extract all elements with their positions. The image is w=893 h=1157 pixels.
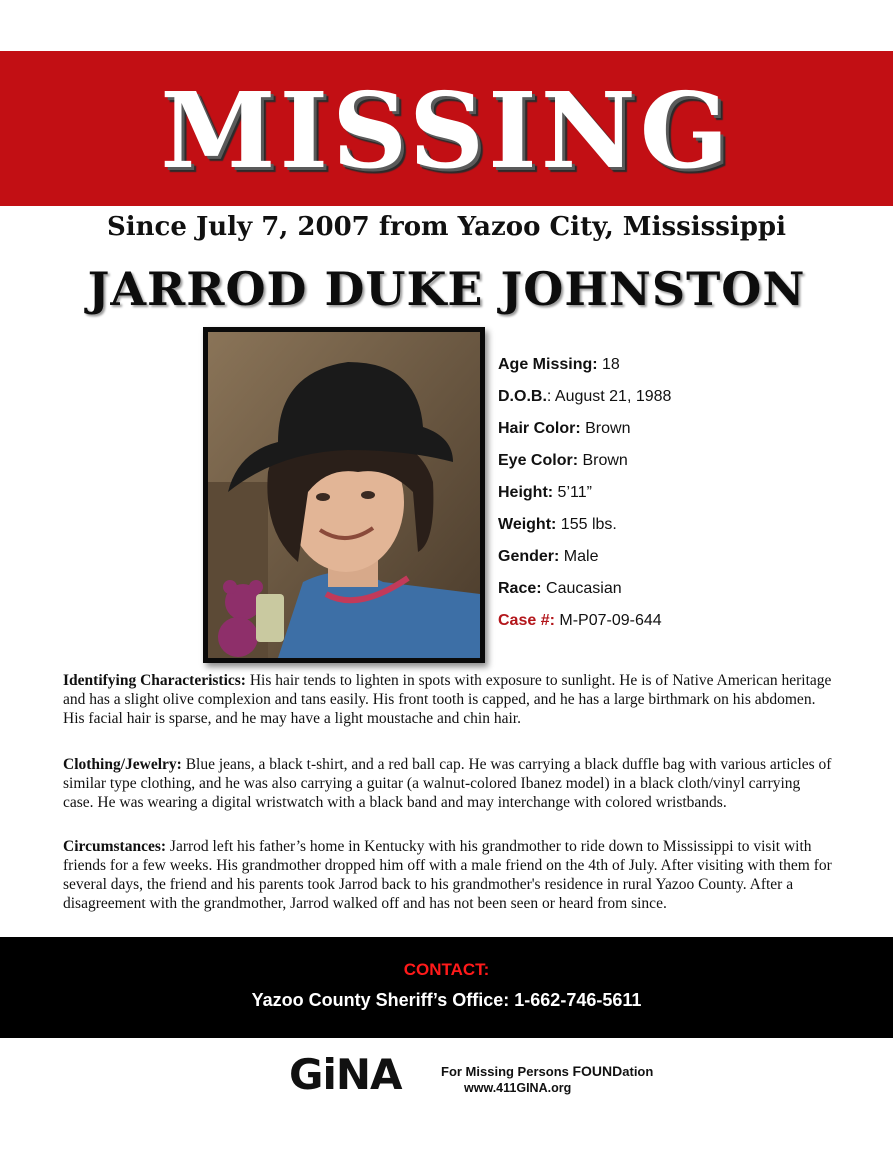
contact-band [0, 937, 893, 1038]
fact-label: Gender: [498, 548, 560, 565]
fact-race [498, 577, 671, 609]
fact-label: Hair Color: [498, 420, 581, 437]
contact-label: CONTACT: [403, 960, 490, 979]
fact-label: Eye Color: [498, 452, 579, 469]
section-text: Jarrod left his father’s home in Kentucky with his grandmother to ride down to Mississippi to visit with friends for a few weeks. His grandmother dropped him off with a male friend on the 4th of July. After visiting with them for several days, the friend and his parents took Jarrod back to his grandmother's residence in rural Yazoo County. After a disagreement with the grandmother, Jarrod walked off and has not been seen or heard from since. [63, 838, 832, 912]
fact-label: Height: [498, 484, 554, 501]
section-label: Clothing/Jewelry: [63, 756, 182, 773]
clothing-jewelry [63, 755, 833, 812]
fact-label: D.O.B. [498, 388, 547, 405]
fact-value: Brown [578, 452, 628, 469]
section-text: His hair tends to lighten in spots with exposure to sunlight. He is of Native American heritage and has a slight olive complexion and tans easily. His front tooth is capped, and he has a large birthmark on his abdomen. His facial hair is sparse, and he may have a light moustache and chin hair. [63, 672, 832, 727]
identifying-characteristics [63, 671, 833, 728]
tagline-pre: For Missing Persons [441, 1064, 573, 1079]
contact-phone: Yazoo County Sheriff’s Office: 1-662-746-5611 [251, 990, 642, 1010]
fact-value: Male [559, 548, 599, 565]
gina-website: www.411GINA.org [464, 1081, 572, 1095]
vital-facts [498, 353, 671, 641]
fact-value: : August 21, 1988 [546, 388, 672, 405]
section-text: Blue jeans, a black t-shirt, and a red ball cap. He was carrying a black duffle bag with various articles of similar type clothing, and he was also carrying a guitar (a walnut-colored Ibanez model) in a black cloth/vinyl carrying case. He was wearing a digital wristwatch with a black band and may interchange with colored wristbands. [63, 756, 832, 811]
fact-case-number [498, 609, 671, 641]
gina-logo: GiNA [289, 1050, 402, 1099]
portrait-illustration [208, 332, 480, 658]
fact-label: Case #: [498, 612, 555, 629]
fact-value: 5’11” [553, 484, 592, 501]
missing-title: MISSING [160, 68, 733, 192]
missing-since-line: Since July 7, 2007 from Yazoo City, Mississippi [106, 212, 786, 242]
missing-person-name: JARROD DUKE JOHNSTON [87, 262, 806, 316]
fact-eye-color [498, 449, 671, 481]
fact-label: Age Missing: [498, 356, 598, 373]
fact-label: Race: [498, 580, 542, 597]
tagline-found: FOUND [572, 1063, 623, 1079]
fact-dob [498, 385, 671, 417]
fact-label: Weight: [498, 516, 557, 533]
circumstances [63, 837, 833, 913]
section-label: Identifying Characteristics: [63, 672, 246, 689]
gina-tagline [441, 1063, 653, 1079]
section-label: Circumstances: [63, 838, 167, 855]
fact-value: M-P07-09-644 [554, 612, 662, 629]
missing-banner [0, 51, 893, 206]
fact-value: Caucasian [541, 580, 622, 597]
fact-value: Brown [580, 420, 631, 437]
fact-value: 18 [597, 356, 620, 373]
fact-gender [498, 545, 671, 577]
fact-height [498, 481, 671, 513]
fact-value: 155 lbs. [556, 516, 617, 533]
fact-hair-color [498, 417, 671, 449]
tagline-post: ation [622, 1064, 654, 1079]
fact-weight [498, 513, 671, 545]
fact-age-missing [498, 353, 671, 385]
missing-person-photo [203, 327, 485, 663]
